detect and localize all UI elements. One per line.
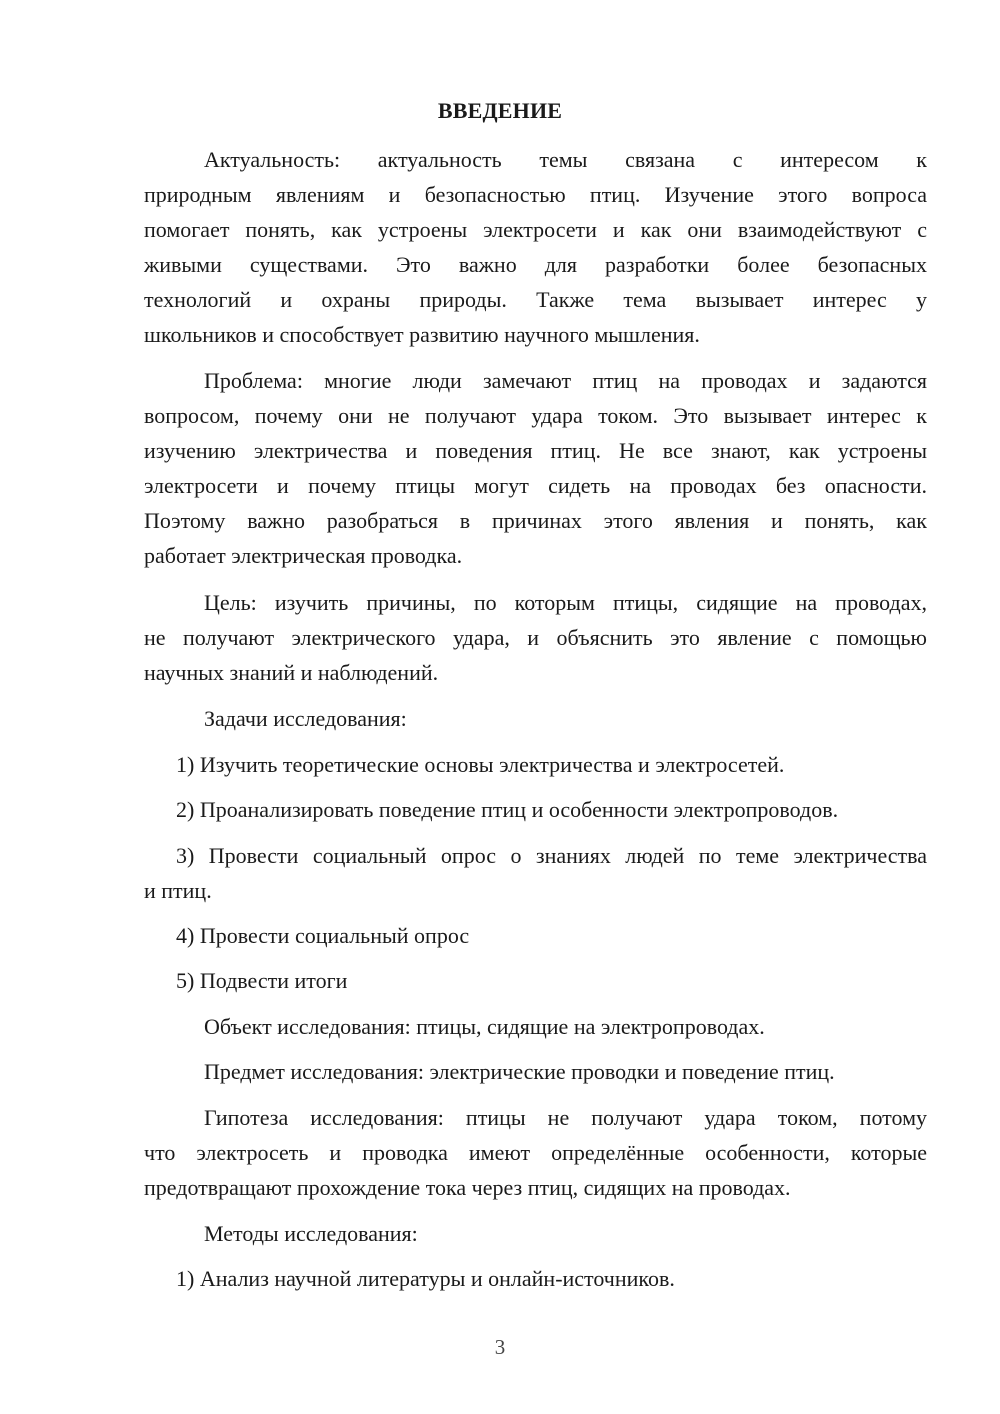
list-item: 1) Анализ научной литературы и онлайн-источников.	[176, 1266, 675, 1291]
text-line: Методы исследования:	[204, 1221, 418, 1246]
text-line: научных знаний и наблюдений.	[144, 660, 439, 685]
list-item: 4) Провести социальный опрос	[176, 923, 470, 948]
text-line: технологий и охраны природы. Также тема вызывает интерес у	[144, 287, 927, 312]
text-line: предотвращают прохождение тока через птиц, сидящих на проводах.	[144, 1175, 791, 1200]
text-line: работает электрическая проводка.	[144, 543, 463, 568]
page-number: 3	[494, 1335, 506, 1359]
text-line: Цель: изучить причины, по которым птицы, сидящие на проводах,	[204, 590, 927, 615]
text-line: и птиц.	[144, 878, 212, 903]
text-line: Поэтому важно разобраться в причинах этого явления и понять, как	[144, 508, 927, 533]
text-line: что электросеть и проводка имеют определённые особенности, которые	[144, 1140, 927, 1165]
text-line: не получают электрического удара, и объяснить это явление с помощью	[144, 625, 927, 650]
text-line: школьников и способствует развитию научного мышления.	[144, 322, 700, 347]
text-line: природным явлениям и безопасностью птиц. Изучение этого вопроса	[144, 182, 927, 207]
text-line: вопросом, почему они не получают удара током. Это вызывает интерес к	[144, 403, 927, 428]
text-line: живыми существами. Это важно для разработки более безопасных	[144, 252, 927, 277]
text-line: Проблема: многие люди замечают птиц на проводах и задаются	[204, 368, 927, 393]
text-line: Гипотеза исследования: птицы не получают удара током, потому	[204, 1105, 927, 1130]
list-item: 3) Провести социальный опрос о знаниях людей по теме электричества	[176, 843, 927, 868]
list-item: 1) Изучить теоретические основы электричества и электросетей.	[176, 752, 785, 777]
text-line: изучению электричества и поведения птиц. Не все знают, как устроены	[144, 438, 927, 463]
text-line: Актуальность: актуальность темы связана с интересом к	[204, 147, 927, 172]
text-line: помогает понять, как устроены электросети и как они взаимодействуют с	[144, 217, 927, 242]
page-title: ВВЕДЕНИЕ	[437, 98, 563, 123]
text-line: электросети и почему птицы могут сидеть на проводах без опасности.	[144, 473, 927, 498]
text-line: Предмет исследования: электрические проводки и поведение птиц.	[204, 1059, 835, 1084]
text-line: Объект исследования: птицы, сидящие на электропроводах.	[204, 1014, 765, 1039]
list-item: 2) Проанализировать поведение птиц и особенности электропроводов.	[176, 797, 839, 822]
text-line: Задачи исследования:	[204, 706, 407, 731]
list-item: 5) Подвести итоги	[176, 968, 348, 993]
